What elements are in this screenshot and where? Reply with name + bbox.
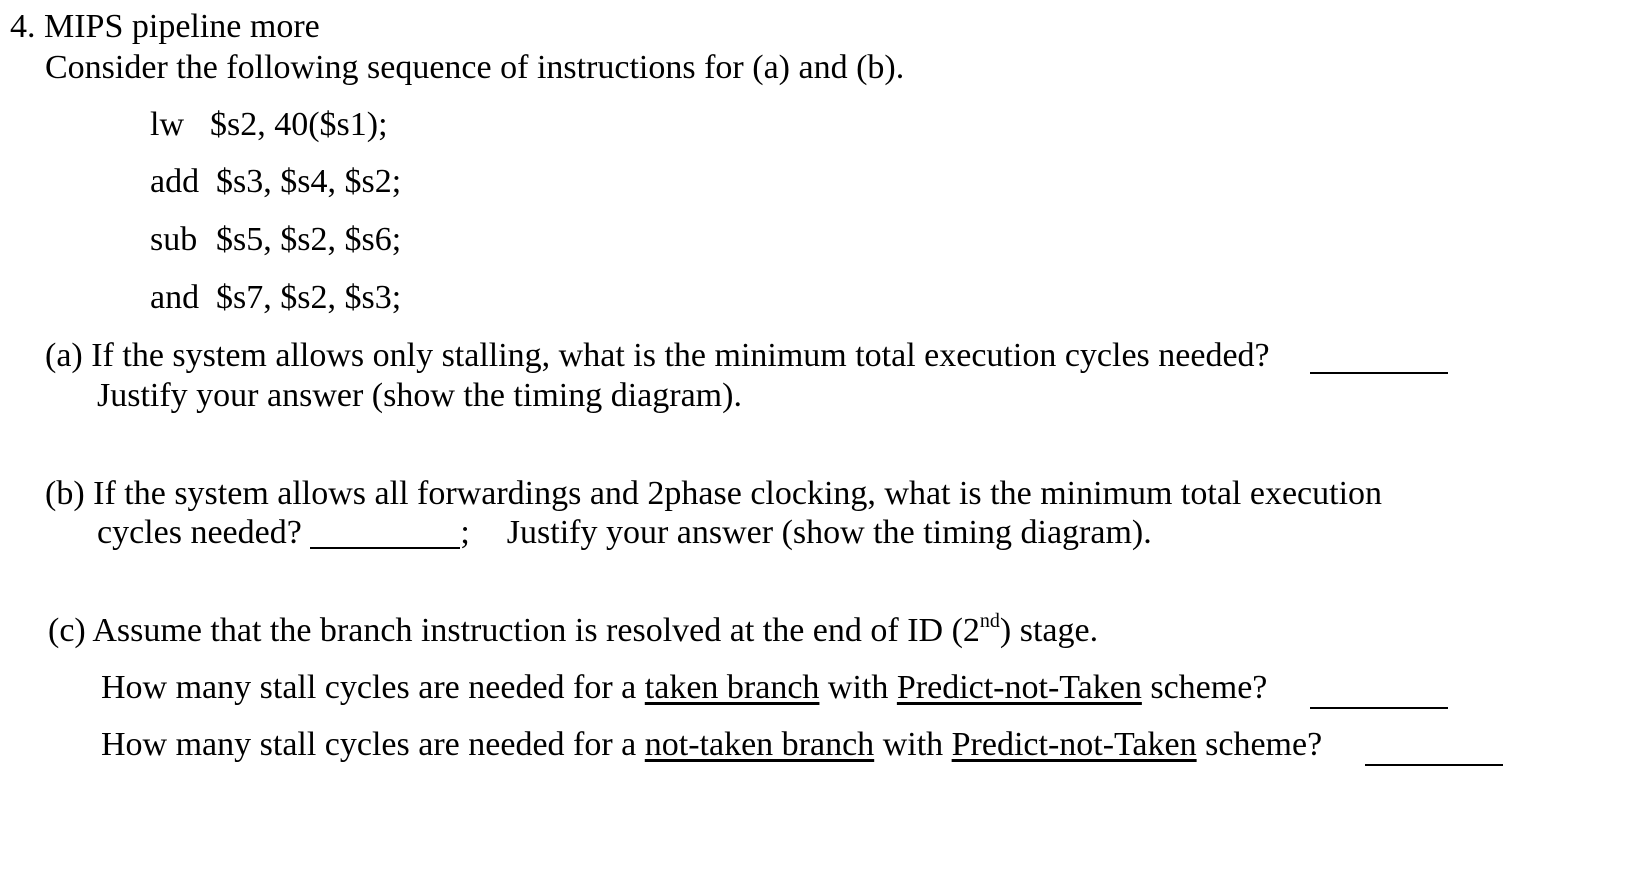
q1-suffix: scheme? [1150,669,1268,706]
separator: ; [460,514,470,551]
operands: $s7, $s2, $s3; [216,279,402,316]
part-a-question [45,336,1270,376]
operands: $s5, $s2, $s6; [216,221,402,258]
q1-branch-type: taken branch [644,669,820,706]
q2-branch-type: not-taken branch [644,726,875,763]
part-b-question: (b) If the system allows all forwardings and 2phase clocking, what is the minimum total execution [45,475,1383,512]
part-b-line2 [97,513,1152,553]
answer-blank-c2[interactable] [1365,734,1503,766]
operands: $s2, 40($s1); [210,106,388,143]
part-a-justify: Justify your answer (show the timing diagram). [97,377,742,414]
part-c-question-1 [101,668,1267,708]
instruction-line [150,220,401,260]
ordinal-superscript: nd [979,610,1000,632]
part-a-text: (a) If the system allows only stalling, what is the minimum total execution cycles needed? [45,337,1270,374]
q1-prefix: How many stall cycles are needed for a [101,669,637,706]
q1-with: with [827,669,889,706]
q2-suffix: scheme? [1205,726,1323,763]
part-c-text: (c) Assume that the branch instruction is resolved at the end of ID (2 [48,612,980,649]
answer-blank-c1[interactable] [1310,677,1448,709]
opcode: lw [150,106,184,143]
instruction-line [150,162,401,202]
opcode: sub [150,221,198,258]
question-title: 4. MIPS pipeline more [10,8,320,45]
answer-blank-b[interactable] [310,517,460,549]
part-c-question-2 [101,725,1322,765]
part-b-prefix: cycles needed? [97,514,302,551]
part-c-intro [48,611,1098,651]
answer-blank-a[interactable] [1310,342,1448,374]
question-intro: Consider the following sequence of instructions for (a) and (b). [45,49,905,86]
q2-prefix: How many stall cycles are needed for a [101,726,637,763]
instruction-line [150,105,388,145]
opcode: and [150,279,200,316]
q1-scheme: Predict-not-Taken [896,669,1142,706]
operands: $s3, $s4, $s2; [216,163,402,200]
instruction-line [150,278,401,318]
q2-scheme: Predict-not-Taken [951,726,1197,763]
part-c-text-end: ) stage. [999,612,1099,649]
part-b-justify: Justify your answer (show the timing diagram). [506,514,1152,551]
opcode: add [150,163,200,200]
q2-with: with [882,726,944,763]
